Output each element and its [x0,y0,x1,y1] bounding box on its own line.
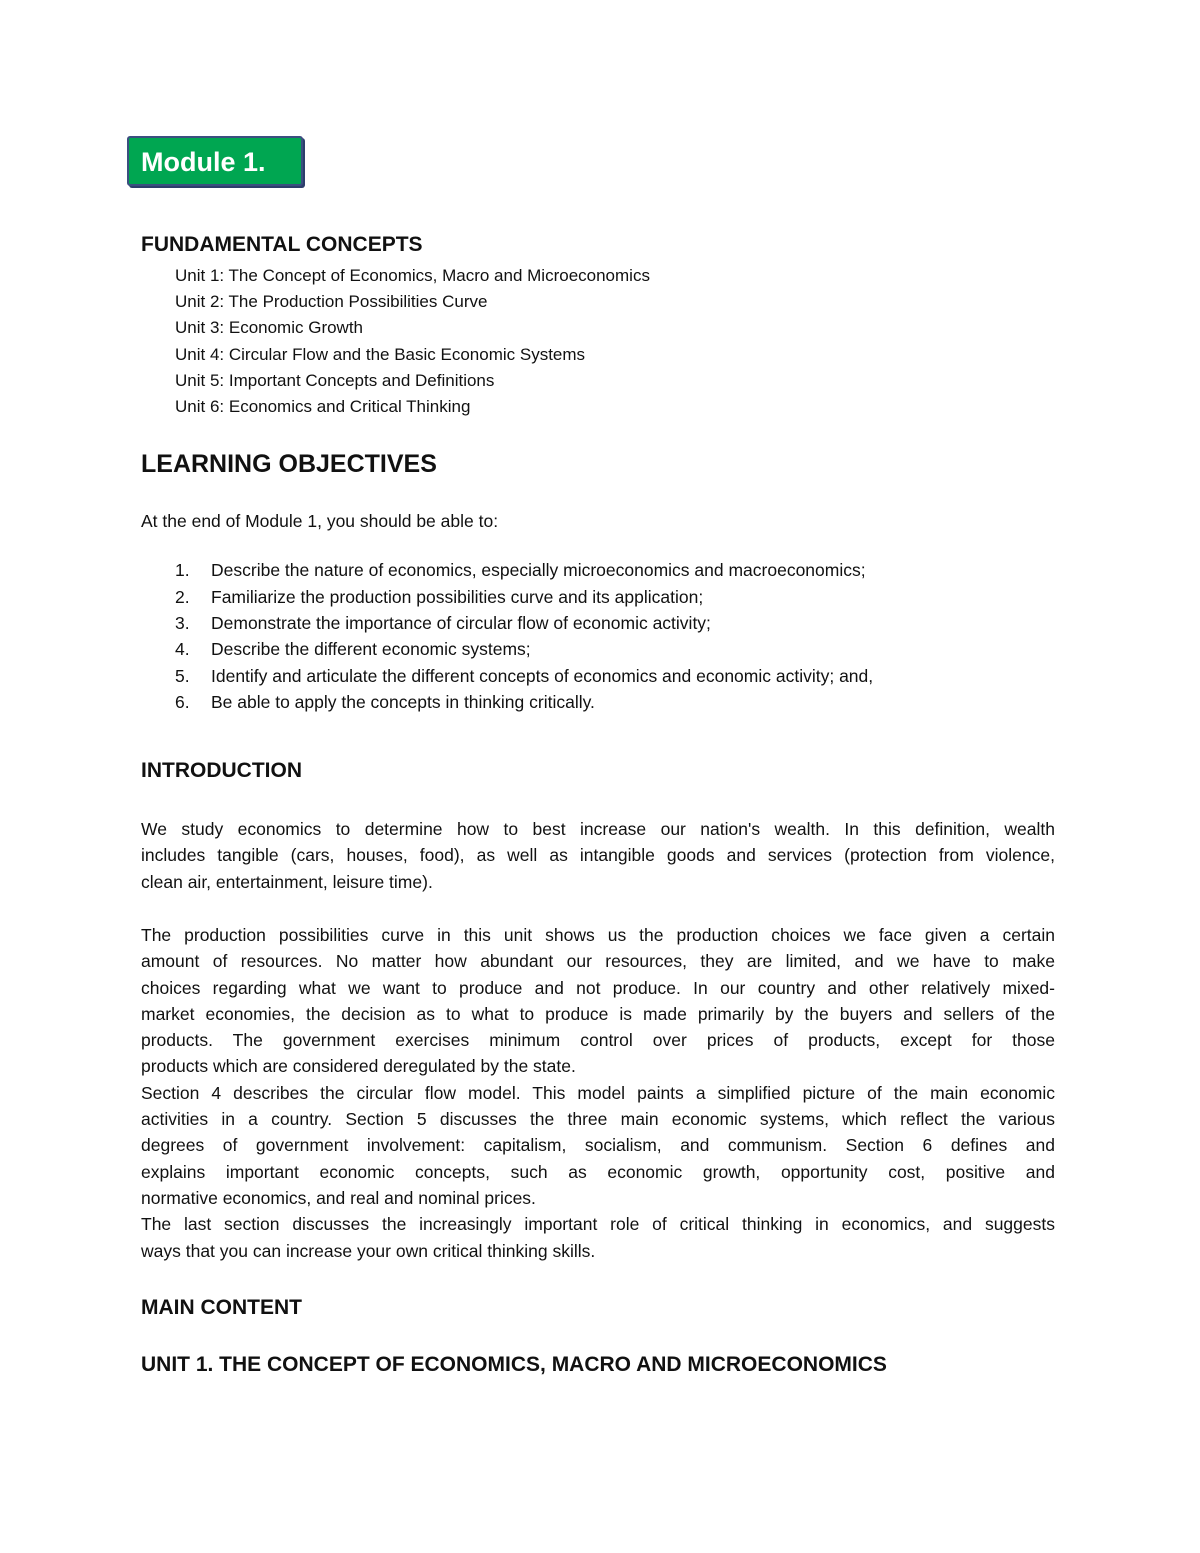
objectives-intro: At the end of Module 1, you should be able to: [141,511,499,531]
objective-number: 5. [175,666,190,686]
paragraph-line: clean air, entertainment, leisure time). [141,871,433,892]
unit-1-heading: UNIT 1. THE CONCEPT OF ECONOMICS, MACRO AND MICROECONOMICS [141,1353,887,1376]
objective-number: 6. [175,692,190,712]
objective-number: 4. [175,639,190,659]
paragraph-line: Section 4 describes the circular flow model. This model paints a simplified picture of the main economic [141,1082,1055,1103]
objective-item: Describe the different economic systems; [211,639,531,659]
paragraph-line: The production possibilities curve in this unit shows us the production choices we face given a certain [141,925,1055,945]
unit-list-item: Unit 4: Circular Flow and the Basic Economic Systems [175,345,586,364]
paragraph-line: includes tangible (cars, houses, food), as well as intangible goods and services (protection from violence, [141,845,1055,866]
objective-item: Describe the nature of economics, especially microeconomics and macroeconomics; [211,560,866,580]
paragraph-line: ways that you can increase your own critical thinking skills. [141,1240,596,1261]
introduction-paragraph-1 [141,816,1055,895]
introduction-heading: INTRODUCTION [141,759,302,782]
introduction-paragraph-2 [141,922,1055,1264]
unit-list-item: Unit 5: Important Concepts and Definitions [175,371,495,390]
paragraph-line: choices regarding what we want to produce and not produce. In our country and other relatively mixed- [141,977,1055,998]
paragraph-line: explains important economic concepts, such as economic growth, opportunity cost, positive and [141,1161,1055,1182]
module-badge [127,136,303,186]
learning-objectives-heading: LEARNING OBJECTIVES [141,450,437,478]
fundamental-concepts-heading: FUNDAMENTAL CONCEPTS [141,233,423,256]
objective-item: Be able to apply the concepts in thinking critically. [211,692,595,712]
unit-list-item: Unit 2: The Production Possibilities Curve [175,292,488,311]
objective-number: 1. [175,560,190,580]
module-badge-label: Module 1. [141,147,266,177]
paragraph-line: amount of resources. No matter how abundant our resources, they are limited, and we have to make [141,951,1055,972]
paragraph-line: products which are considered deregulated by the state. [141,1056,576,1077]
objective-number: 3. [175,613,190,633]
paragraph-line: activities in a country. Section 5 discusses the three main economic systems, which reflect the various [141,1109,1055,1130]
paragraph-line: degrees of government involvement: capitalism, socialism, and communism. Section 6 defines and [141,1135,1055,1156]
objective-item: Demonstrate the importance of circular flow of economic activity; [211,613,711,633]
objective-item: Identify and articulate the different concepts of economics and economic activity; and, [211,666,874,686]
objective-number: 2. [175,587,190,607]
paragraph-line: normative economics, and real and nominal prices. [141,1187,536,1208]
unit-list-item: Unit 3: Economic Growth [175,318,364,337]
paragraph-line: products. The government exercises minimum control over prices of products, except for those [141,1030,1055,1051]
unit-list-item: Unit 1: The Concept of Economics, Macro and Microeconomics [175,266,650,285]
main-content-heading: MAIN CONTENT [141,1296,302,1319]
paragraph-line: We study economics to determine how to best increase our nation's wealth. In this definition, wealth [141,819,1055,839]
paragraph-line: The last section discusses the increasingly important role of critical thinking in economics, and suggests [141,1214,1055,1235]
unit-list-item: Unit 6: Economics and Critical Thinking [175,397,471,416]
objective-item: Familiarize the production possibilities curve and its application; [211,587,704,607]
paragraph-line: market economies, the decision as to what to produce is made primarily by the buyers and sellers of the [141,1003,1055,1024]
